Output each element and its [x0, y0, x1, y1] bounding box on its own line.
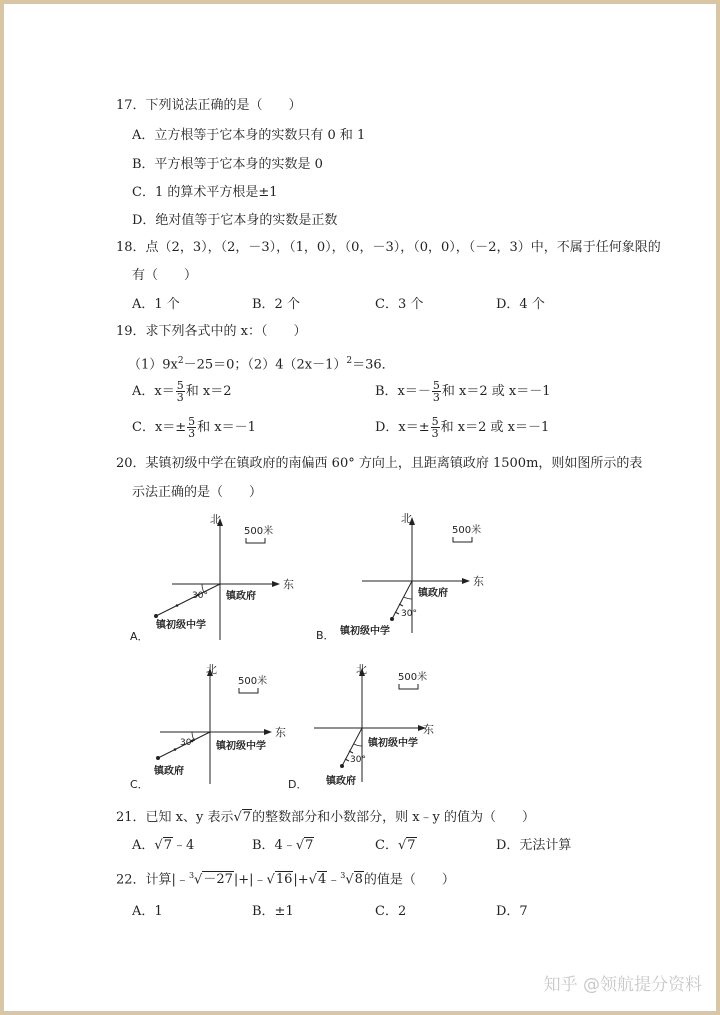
fig-a-scale-label: 500米: [244, 526, 274, 537]
q22-radicand-1: －27: [203, 872, 233, 888]
q21-c-radicand: 7: [407, 838, 416, 853]
q21-a-radicand: 7: [163, 838, 172, 853]
q19-eq-sup2: 2: [346, 356, 353, 366]
q21-option-a: A．√7﹣4: [132, 838, 195, 853]
q19-c-pre: C．x＝±: [132, 420, 187, 435]
figure-d: [286, 660, 476, 792]
q21-option-d: D．无法计算: [496, 838, 572, 853]
q19-option-b: [375, 380, 551, 404]
fig-a-school-label: 镇初级中学: [156, 620, 206, 631]
q21-stem: 21．已知 x、y 表示√7的整数部分和小数部分，则 x﹣y 的值为（ ）: [116, 810, 536, 825]
fig-a-angle-label: 30°: [192, 591, 208, 601]
fig-d-angle-label: 30°: [350, 755, 366, 765]
q19-option-d: [375, 416, 549, 440]
fig-d-school-label: 镇初级中学: [368, 738, 418, 749]
q21-stem-post: 的整数部分和小数部分，则 x﹣y 的值为（ ）: [252, 810, 536, 825]
q19-d-post: 和 x＝2 或 x＝－1: [440, 420, 550, 435]
q22-radicand-2: 16: [275, 872, 293, 888]
fig-b-angle-label: 30°: [401, 609, 417, 619]
q18-option-c: C．3 个: [375, 297, 424, 312]
fig-a-option-label: A．: [130, 630, 149, 643]
fig-c-north-label: 北: [206, 663, 217, 676]
fig-a-gov-label: 镇政府: [226, 591, 256, 602]
fig-c-east-label: 东: [275, 726, 286, 739]
q18-stem-line2: 有（ ）: [132, 268, 198, 283]
q19-a-pre: A．x＝: [132, 384, 175, 399]
q22-option-c: C．2: [375, 904, 407, 919]
q19-c-den: 3: [188, 427, 196, 440]
q17-stem: 17．下列说法正确的是（ ）: [116, 98, 302, 113]
q22-mid-1: |+|﹣: [233, 872, 267, 888]
q22-index-2: 3: [340, 871, 346, 880]
fig-b-school-label: 镇初级中学: [340, 626, 390, 637]
q19-c-frac: [187, 416, 196, 439]
q22-radicand-4: 8: [354, 872, 363, 888]
fig-b-east-label: 东: [473, 575, 484, 588]
fig-d-north-label: 北: [356, 663, 367, 676]
q19-stem: 19．求下列各式中的 x：（ ）: [116, 324, 307, 339]
q19-a-den: 3: [176, 391, 184, 404]
q17-option-d: D．绝对值等于它本身的实数是正数: [132, 213, 338, 228]
q19-c-num: 5: [188, 415, 196, 428]
q18-option-d: D．4 个: [496, 297, 545, 312]
fig-a-east-label: 东: [283, 578, 294, 591]
q19-d-frac: [431, 416, 440, 439]
q22-option-a: A．1: [132, 904, 163, 919]
q19-b-num: 5: [432, 379, 440, 392]
fig-b-north-label: 北: [401, 512, 412, 525]
q19-b-den: 3: [432, 391, 440, 404]
q19-c-post: 和 x＝－1: [197, 420, 256, 435]
q19-eq-part1: （1）9x: [128, 357, 178, 373]
q21-stem-pre: 21．已知 x、y 表示: [116, 810, 234, 825]
q22-stem: 22．计算|﹣$^3$√－27|+|﹣√16|+√4﹣$^3$√8的值是（ ）: [116, 871, 455, 888]
q19-option-a: [132, 380, 231, 404]
q19-eq-part3: ＝36．: [352, 357, 395, 373]
q19-eq-sup1: 2: [177, 356, 184, 366]
q17-option-a: A．立方根等于它本身的实数只有 0 和 1: [132, 128, 366, 143]
q21-a-post: ﹣4: [172, 838, 195, 853]
fig-c-angle-label: 30°: [180, 738, 196, 748]
figure-c: [122, 662, 302, 792]
q17-option-b: B．平方根等于它本身的实数是 0: [132, 157, 323, 172]
q21-a-label: A．: [132, 838, 155, 853]
figure-b: [314, 509, 494, 649]
q21-option-c: C．√7: [375, 838, 416, 853]
q22-option-b: B．±1: [252, 904, 294, 919]
q17-option-c: C．1 的算术平方根是±1: [132, 185, 278, 200]
fig-b-gov-label: 镇政府: [418, 588, 448, 599]
fig-a-north-label: 北: [210, 513, 221, 526]
q19-a-frac: [176, 380, 185, 403]
q22-stem-pre: 22．计算|﹣: [116, 872, 189, 888]
q18-stem-line1: 18．点（2，3），（2，－3），（1，0），（0，－3），（0，0），（－2，3）中，不属于任何象限的: [116, 240, 661, 255]
q19-d-num: 5: [431, 415, 439, 428]
q22-radicand-3: 4: [317, 872, 327, 888]
fig-c-gov-label: 镇政府: [154, 766, 184, 777]
fig-b-scale-label: 500米: [452, 525, 482, 536]
q20-stem-line1: 20．某镇初级中学在镇政府的南偏西 60° 方向上，且距离镇政府 1500m，则如图所示的表: [116, 456, 643, 471]
fig-b-option-label: B．: [316, 629, 335, 642]
q22-mid-3: ﹣: [327, 872, 341, 888]
fig-c-school-label: 镇初级中学: [216, 741, 266, 752]
fig-d-east-label: 东: [423, 723, 434, 736]
q18-option-a: A．1 个: [132, 297, 180, 312]
q19-b-pre: B．x＝－: [375, 384, 431, 399]
q19-option-c: [132, 416, 256, 440]
q19-d-pre: D．x＝±: [375, 420, 430, 435]
q19-eq-part2: －25＝0；（2）4（2x－1）: [183, 357, 347, 373]
zhihu-watermark: 知乎 @领航提分资料: [543, 975, 702, 995]
figure-a: [122, 512, 302, 652]
q19-a-num: 5: [176, 379, 184, 392]
fig-c-scale-label: 500米: [238, 676, 268, 687]
q18-option-b: B．2 个: [252, 297, 300, 312]
q20-stem-line2: 示法正确的是（ ）: [132, 485, 263, 500]
q21-b-radicand: 7: [305, 838, 314, 853]
q22-option-d: D．7: [496, 904, 528, 919]
q19-b-post: 和 x＝2 或 x＝－1: [441, 384, 551, 399]
q21-b-pre: B．4﹣: [252, 838, 296, 853]
fig-d-scale-label: 500米: [398, 672, 428, 683]
q19-b-frac: [432, 380, 441, 403]
q21-c-label: C．: [375, 838, 398, 853]
q21-stem-radicand: 7: [242, 810, 252, 825]
q19-d-den: 3: [431, 427, 439, 440]
fig-c-option-label: C．: [130, 778, 149, 791]
fig-d-option-label: D．: [288, 778, 308, 791]
q19-equations: [128, 353, 395, 373]
q22-stem-post: 的值是（ ）: [363, 872, 455, 888]
q22-index-1: 3: [188, 871, 195, 880]
fig-d-gov-label: 镇政府: [326, 776, 356, 787]
q21-option-b: B．4﹣√7: [252, 838, 314, 853]
q19-a-post: 和 x＝2: [185, 384, 232, 399]
q22-mid-2: |+: [293, 872, 309, 888]
exam-page: [4, 4, 716, 1011]
